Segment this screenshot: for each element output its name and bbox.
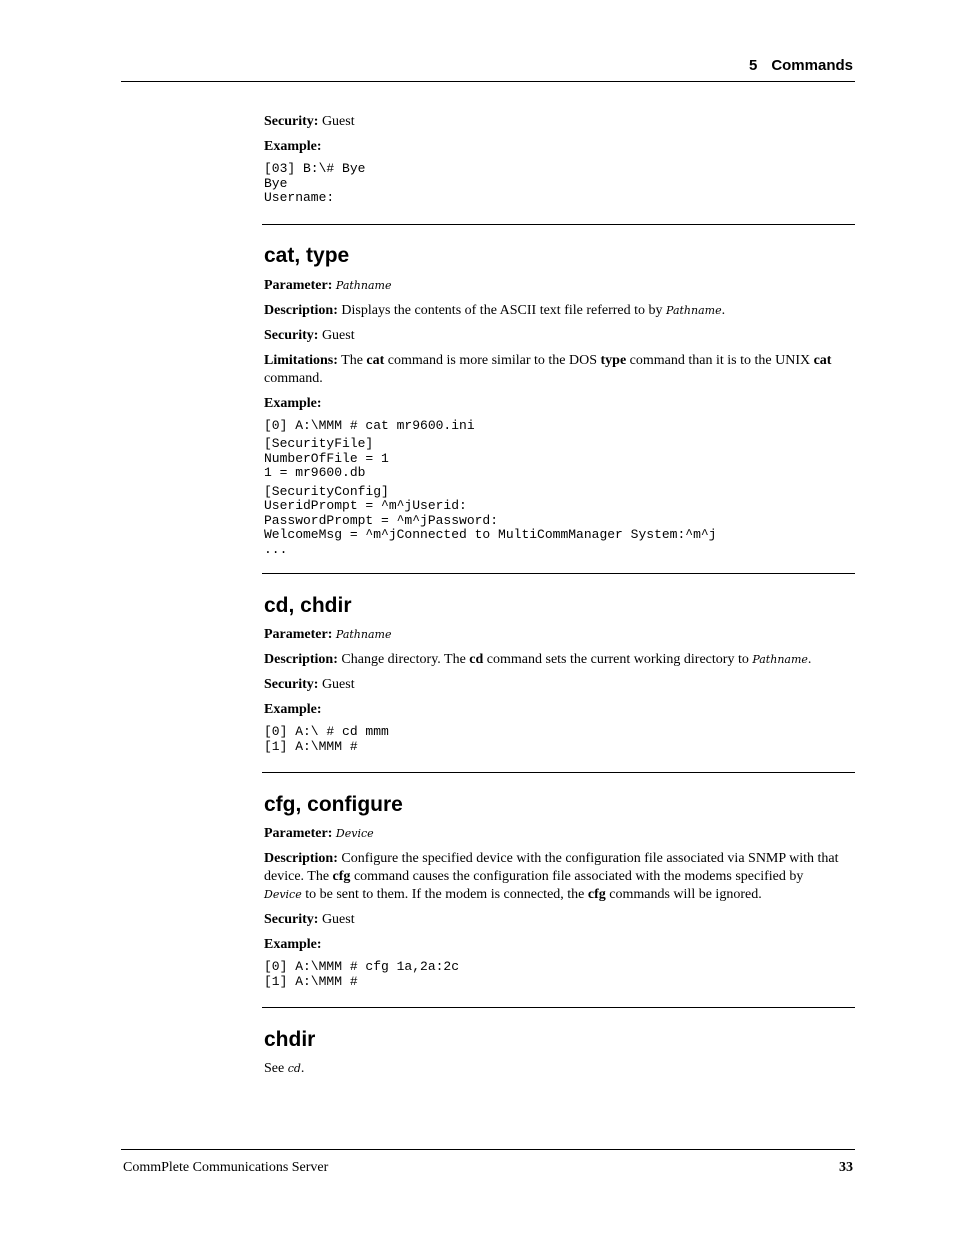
parameter-value: Pathname xyxy=(335,278,392,292)
section-title: cd, chdir xyxy=(264,594,352,617)
parameter-label: Parameter: xyxy=(264,627,333,642)
security-label: Security: xyxy=(264,912,319,927)
description-ref: Pathname xyxy=(666,303,722,317)
chapter-title: Commands xyxy=(771,57,853,74)
security-value: Guest xyxy=(321,677,355,692)
section-title: cat, type xyxy=(264,243,350,267)
section-cat: cat, type Parameter: Pathname Description: Displays the contents of the ASCII text file referred to by Pathname. Security: Guest Limitations: The cat command is more similar to the DOS type command than it is to the UNIX cat command. Example: [0] A:\MMM # cat mr9600.ini [SecurityFile] NumberOfFile = 1 1 = mr9600.db [SecurityConfig] UseridPrompt = ^m^jUserid: PasswordPrompt = ^m^jPassword: WelcomeMsg = ^m^jConnected to MultiCommManager System:^m^j ... xyxy=(264,244,855,558)
security-value: Guest xyxy=(321,912,355,927)
code-example: [0] A:\ # cd mmm [1] A:\MMM # xyxy=(264,724,389,754)
bye-section-tail xyxy=(264,113,855,206)
example-label: Example: xyxy=(264,937,322,952)
code-example: [0] A:\MMM # cat mr9600.ini xyxy=(264,417,475,433)
parameter-label: Parameter: xyxy=(264,826,333,841)
section-cd xyxy=(264,594,855,754)
header-rule xyxy=(121,81,855,82)
page-number: 33 xyxy=(839,1160,853,1175)
section-chdir xyxy=(264,1028,855,1078)
description-label: Description: xyxy=(264,302,338,318)
security-label: Security: xyxy=(264,327,319,343)
code-example: [SecurityFile] NumberOfFile = 1 1 = mr9600.db xyxy=(264,436,389,480)
description-text: Description: Configure the specified device with the configuration file associated via SNMP with that device. The cfg command causes the configuration file associated with the modems specified by Device to be sent to them. If the modem is connected, the cfg commands will be ignored. xyxy=(264,851,839,902)
example-label: Example: xyxy=(264,395,322,411)
description-text: Description: Change directory. The cd command sets the current working directory to Pathname. xyxy=(264,652,812,667)
security-value: Guest xyxy=(321,114,355,129)
parameter-value: Pathname xyxy=(335,628,392,641)
running-header xyxy=(749,57,853,74)
see-also: See cd. xyxy=(264,1061,305,1076)
example-label: Example: xyxy=(264,702,322,717)
parameter-label: Parameter: xyxy=(264,277,333,293)
footer-rule xyxy=(121,1149,855,1150)
section-divider xyxy=(262,573,855,574)
see-also-link[interactable]: cd xyxy=(287,1062,301,1075)
section-divider xyxy=(262,224,855,225)
security-label: Security: xyxy=(264,677,319,692)
page-content xyxy=(264,113,855,1085)
example-label: Example: xyxy=(264,139,322,154)
section-title: cfg, configure xyxy=(264,793,403,816)
limitations-text: Limitations: The cat command is more similar to the DOS type command than it is to the UNIX cat command. xyxy=(264,352,832,386)
section-divider xyxy=(262,772,855,773)
footer-product: CommPlete Communications Server xyxy=(123,1160,329,1175)
security-value: Guest xyxy=(321,327,355,343)
description-text: Displays the contents of the ASCII text file referred to by xyxy=(341,302,663,318)
chapter-number: 5 xyxy=(748,57,758,74)
section-title: chdir xyxy=(264,1028,316,1051)
section-divider xyxy=(262,1007,855,1008)
section-cfg xyxy=(264,793,855,989)
security-label: Security: xyxy=(264,114,319,129)
code-example: [03] B:\# Bye Bye Username: xyxy=(264,161,366,205)
parameter-value: Device xyxy=(335,827,374,840)
code-example: [SecurityConfig] UseridPrompt = ^m^jUserid: PasswordPrompt = ^m^jPassword: WelcomeMsg = ^m^jConnected to MultiCommManager System:^m^j ... xyxy=(264,483,717,557)
code-example: [0] A:\MMM # cfg 1a,2a:2c [1] A:\MMM # xyxy=(264,959,460,989)
